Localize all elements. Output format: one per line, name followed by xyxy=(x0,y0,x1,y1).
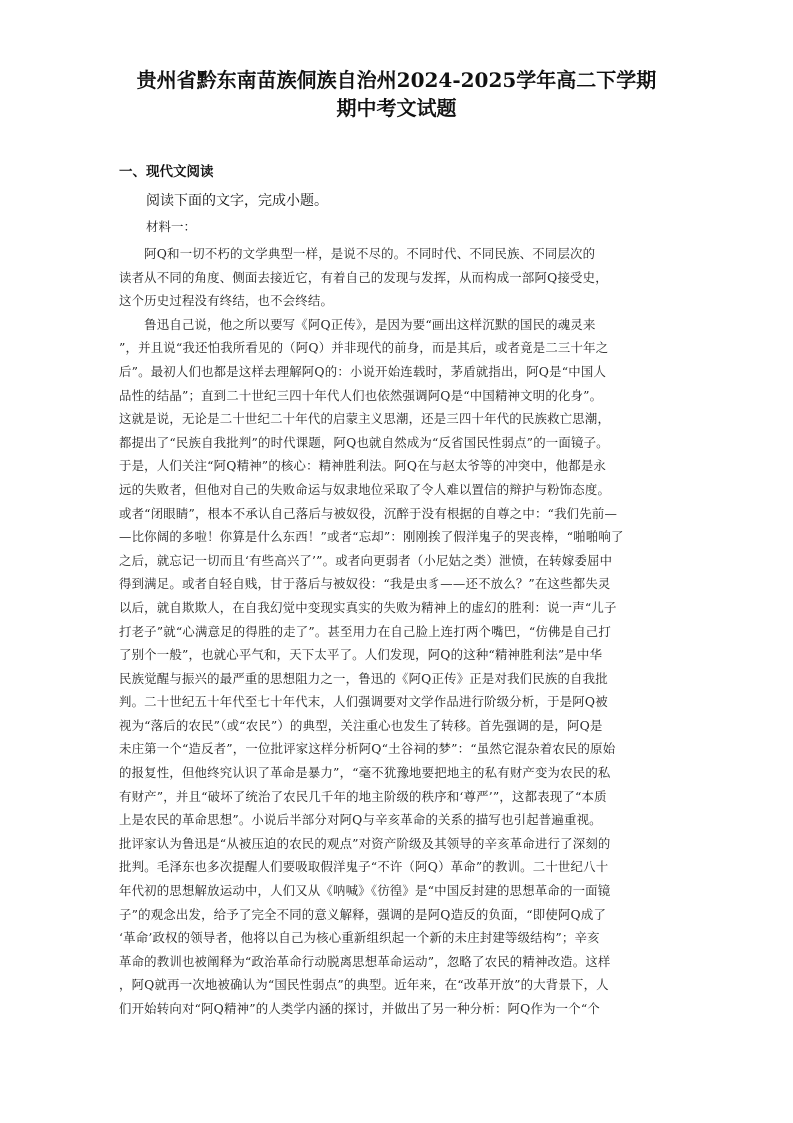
passage-line: 阿Q和一切不朽的文学典型一样，是说不尽的。不同时代、不同民族、不同层次的 xyxy=(119,246,596,261)
passage-line: 以后，就自欺欺人，在自我幻觉中变现实真实的失败为精神上的虚幻的胜利：说一声“儿子 xyxy=(119,599,617,615)
passage-line: 这个历史过程没有终结，也不会终结。 xyxy=(119,293,334,309)
passage-line: 们开始转向对“阿Q精神”的人类学内涵的探讨，并做出了另一种分析：阿Q作为一个“个 xyxy=(119,1001,600,1016)
passage-line: 都提出了“民族自我批判”的时代课题，阿Q也就自然成为“反省国民性弱点”的一面镜子。 xyxy=(119,434,609,450)
passage-line: 子”的观念出发，给予了完全不同的意义解释，强调的是阿Q造反的负面，“即使阿Q成了 xyxy=(119,906,607,922)
title-line-2: 期中考文试题 xyxy=(336,96,457,120)
passage-line: 鲁迅自己说，他之所以要写《阿Q正传》，是因为要“画出这样沉默的国民的魂灵来 xyxy=(119,316,596,332)
passage-line: 远的失败者，但他对自己的失败命运与奴隶地位采取了令人难以置信的辩护与粉饰态度。 xyxy=(119,481,611,497)
passage-line: 打老子”就“心满意足的得胜的走了”。甚至用力在自己脸上连打两个嘴巴，“仿佛是自己打 xyxy=(119,623,611,639)
passage-line: ‘革命’政权的领导者，他将以自己为核心重新组织起一个新的未庄封建等级结构”；辛亥 xyxy=(119,930,600,946)
passage-line: 这就是说，无论是二十世纪二十年代的启蒙主义思潮，还是三四十年代的民族救亡思潮， xyxy=(119,411,611,427)
passage-line: ，阿Q就再一次地被确认为“国民性弱点”的典型。近年来，在“改革开放”的大背景下，人 xyxy=(119,977,609,993)
passage-line: 有财产”，并且“破坏了统治了农民几千年的地主阶级的秩序和‘尊严’”，这都表现了“本质 xyxy=(119,788,607,804)
passage-line: —比你阔的多啦！你算是什么东西！”或者“忘却”：刚刚挨了假洋鬼子的哭丧棒，“啪啪响了 xyxy=(119,529,624,545)
passage-line: 年代初的思想解放运动中，人们又从《呐喊》《彷徨》是“中国反封建的思想革命的一面镜 xyxy=(119,883,611,899)
passage-line: 的报复性，但他终究认识了革命是暴力”，“毫不犹豫地要把地主的私有财产变为农民的私 xyxy=(119,765,611,781)
passage-line: 未庄第一个“造反者”，一位批评家这样分析阿Q“土谷祠的梦”：“虽然它混杂着农民的原始 xyxy=(119,741,616,757)
passage-line: 民族觉醒与振兴的最严重的思想阻力之一，鲁迅的《阿Q正传》正是对我们民族的自我批 xyxy=(119,670,608,686)
passage-line: 了别个一般”，也就心平气和，天下太平了。人们发现，阿Q的这种“精神胜利法”是中华 xyxy=(119,647,603,663)
passage-line: 判。二十世纪五十年代至七十年代末，人们强调要对文学作品进行阶级分析，于是阿Q被 xyxy=(119,694,608,710)
passage-line: 后”。最初人们也都是这样去理解阿Q的：小说开始连载时，茅盾就指出，阿Q是“中国人 xyxy=(119,363,607,379)
passage-body xyxy=(119,242,675,1021)
passage-line: 品性的结晶”；直到二十世纪三四十年代人们也依然强调阿Q是“中国精神文明的化身”。 xyxy=(119,387,603,403)
passage-line: 之后，就忘记一切而且‘有些高兴了’”。或者向更弱者（小尼姑之类）泄愤，在转嫁委屈中 xyxy=(119,552,613,568)
document-title xyxy=(90,66,703,122)
passage-line: 批判。毛泽东也多次提醒人们要吸取假洋鬼子“不许（阿Q）革命”的教训。二十世纪八十 xyxy=(119,859,609,875)
passage-line: 革命的教训也被阐释为“政治革命行动脱离思想革命运动”，忽略了农民的精神改造。这样 xyxy=(119,953,611,969)
passage-line: 或者“闭眼睛”，根本不承认自己落后与被奴役，沉醉于没有根据的自尊之中：“我们先前— xyxy=(119,505,618,521)
passage-line: 于是，人们关注“阿Q精神”的核心：精神胜利法。阿Q在与赵太爷等的冲突中，他都是永 xyxy=(119,458,607,474)
passage-line: 视为“落后的农民”（或“农民”）的典型，关注重心也发生了转移。首先强调的是，阿Q是 xyxy=(119,717,603,733)
reading-instruction: 阅读下面的文字，完成小题。 xyxy=(146,193,328,209)
passage-line: 上是农民的革命思想”。小说后半部分对阿Q与辛亥革命的关系的描写也引起普遍重视。 xyxy=(119,812,602,828)
passage-line: 批评家认为鲁迅是“从被压迫的农民的观点”对资产阶级及其领导的辛亥革命进行了深刻的 xyxy=(119,835,611,851)
passage-line: 读者从不同的角度、侧面去接近它，有着自己的发现与发挥，从而构成一部阿Q接受史， xyxy=(119,269,608,285)
passage-line: ”，并且说“我还怕我所看见的（阿Q）并非现代的前身，而是其后，或者竟是二三十年之 xyxy=(119,340,609,356)
section-heading: 一、现代文阅读 xyxy=(119,164,214,180)
title-line-1: 贵州省黔东南苗族侗族自治州2024-2025学年高二下学期 xyxy=(136,68,657,92)
passage-line: 得到满足。或者自轻自贱，甘于落后与被奴役：“我是虫豸——还不放么？”在这些都失灵 xyxy=(119,576,611,592)
material-label: 材料一： xyxy=(146,219,197,234)
